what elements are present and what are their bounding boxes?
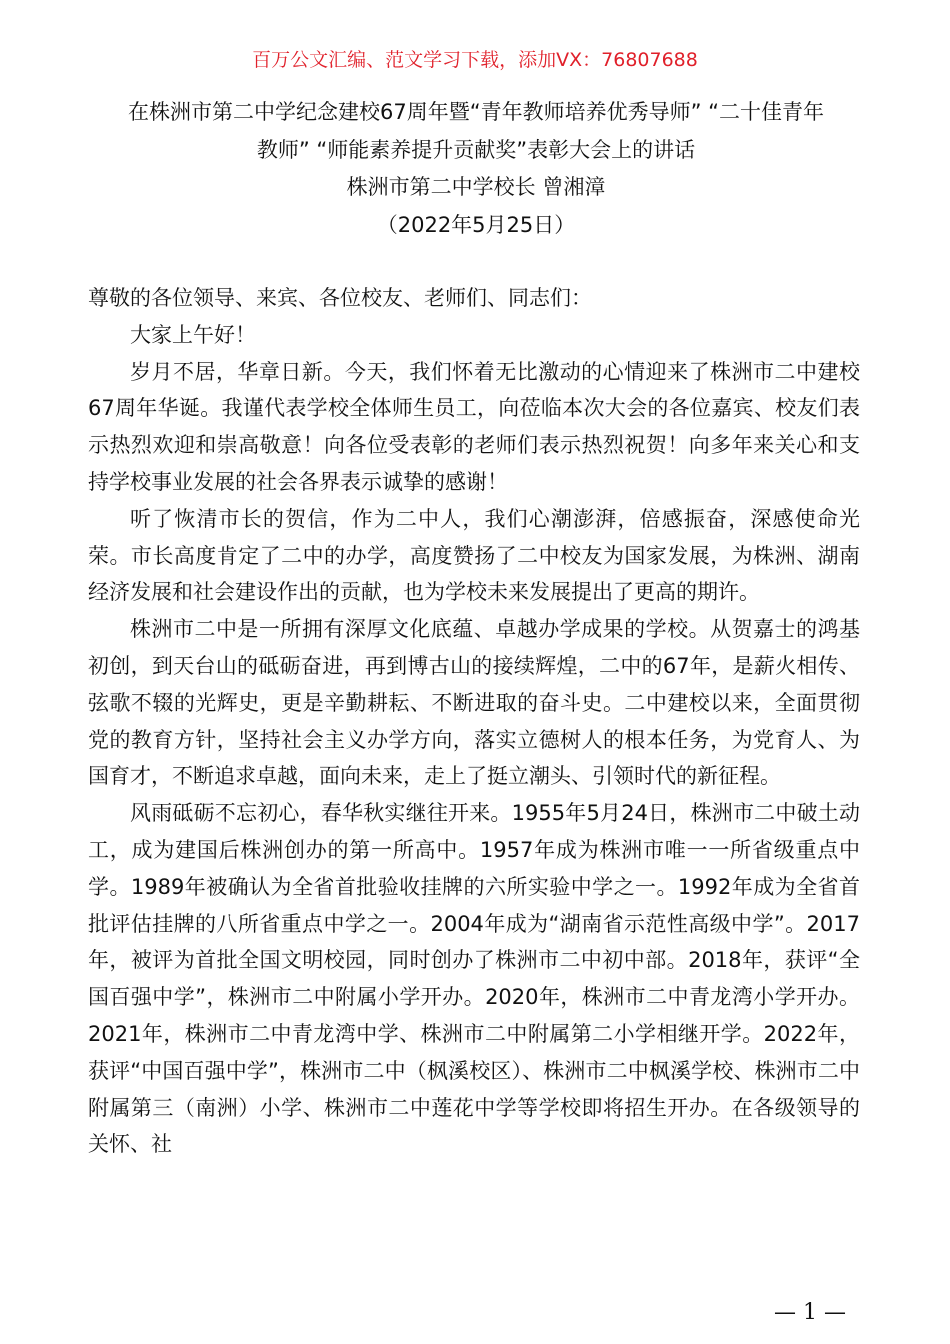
date-line: （2022年5月25日） (376, 212, 576, 237)
title-line-2: 教师” “师能素养提升贡献奖”表彰大会上的讲话 (256, 137, 696, 162)
speaker-line: 株洲市第二中学校长 曾湘漳 (346, 175, 606, 199)
title-line-1: 在株洲市第二中学纪念建校67周年暨“青年教师培养优秀导师” “二十佳青年 (127, 100, 825, 124)
watermark-banner: 百万公文汇编、范文学习下载，添加VX：76807688 (252, 49, 698, 71)
salutation: 尊敬的各位领导、来宾、各位校友、老师们、同志们： (88, 286, 592, 310)
paragraph: 株洲市二中是一所拥有深厚文化底蕴、卓越办学成果的学校。从贺嘉士的鸿基初创，到天台山的砥砺奋进，再到博古山的接续辉煌，二中的67年，是薪火相传、弦歌不辍的光辉史，更是辛勤耕耘、不断进取的奋斗史。二中建校以来，全面贯彻党的教育方针，坚持社会主义办学方向，落实立德树人的根本任务，为党育人、为国育才，不断追求卓越，面向未来，走上了挺立潮头、引领时代的新征程。 (88, 617, 860, 789)
paragraph: 听了恢清市长的贺信，作为二中人，我们心潮澎湃，倍感振奋，深感使命光荣。市长高度肯定了二中的办学，高度赞扬了二中校友为国家发展，为株洲、湖南经济发展和社会建设作出的贡献，也为学校未来发展提出了更高的期许。 (88, 506, 860, 605)
speech-title-block (88, 94, 864, 244)
paragraph: 大家上午好！ (130, 322, 256, 347)
paragraph: 风雨砥砺不忘初心，春华秋实继往开来。1955年5月24日，株洲市二中破土动工，成为建国后株洲创办的第一所高中。1957年成为株洲市唯一一所省级重点中学。1989年被确认为全省首批验收挂牌的六所实验中学之一。1992年成为全省首批评估挂牌的八所省重点中学之一。2004年成为“湖南省示范性高级中学”。2017年，被评为首批全国文明校园，同时创办了株洲市二中初中部。2018年，获评“全国百强中学”，株洲市二中附属小学开办。2020年，株洲市二中青龙湾小学开办。2021年，株洲市二中青龙湾中学、株洲市二中附属第二小学相继开学。2022年，获评“中国百强中学”，株洲市二中（枫溪校区）、株洲市二中枫溪学校、株洲市二中附属第三（南洲）小学、株洲市二中莲花中学等学校即将招生开办。在各级领导的关怀、社 (88, 801, 860, 1157)
paragraph: 岁月不居，华章日新。今天，我们怀着无比激动的心情迎来了株洲市二中建校67周年华诞。我谨代表学校全体师生员工，向莅临本次大会的各位嘉宾、校友们表示热烈欢迎和崇高敬意！向各位受表彰的老师们表示热烈祝贺！向多年来关心和支持学校事业发展的社会各界表示诚挚的感谢！ (88, 359, 860, 494)
speech-body (88, 280, 860, 1163)
page-number: — 1 — (774, 1300, 846, 1325)
